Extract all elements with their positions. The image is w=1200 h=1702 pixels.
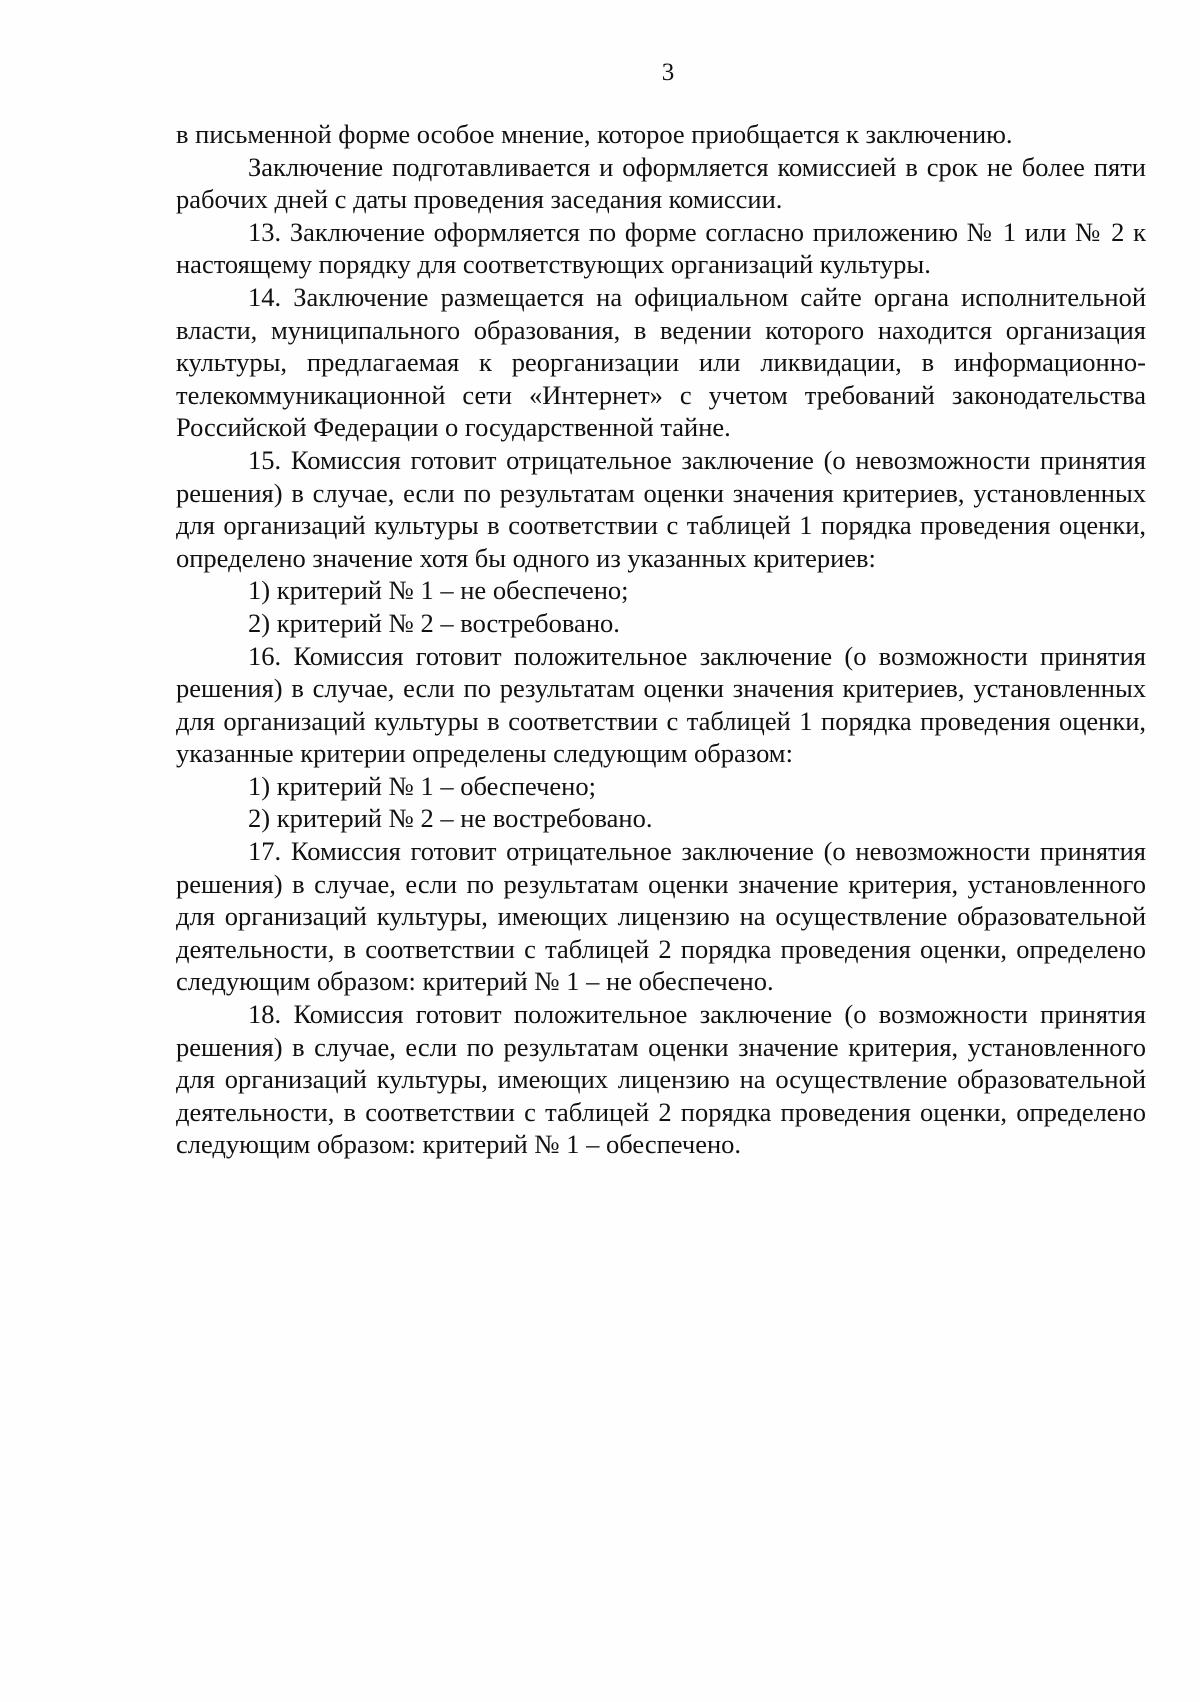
paragraph-conclusion-deadline: Заключение подготавливается и оформляется комиссией в срок не более пяти рабочих дней с даты проведения заседания комиссии. bbox=[176, 151, 1146, 215]
paragraph-16: 16. Комиссия готовит положительное заключение (о возможности принятия решения) в случае, если по результатам оценки значения критериев, установленных для организаций культуры в соответствии с таблицей 1 порядка проведения оценки, указанные критерии определены следующим образом: bbox=[176, 640, 1146, 769]
list-item-15-1: 1) критерий № 1 – не обеспечено; bbox=[248, 575, 629, 606]
paragraph-continuation: в письменной форме особое мнение, которое приобщается к заключению. bbox=[176, 119, 1013, 149]
list-item-16-1: 1) критерий № 1 – обеспечено; bbox=[248, 770, 596, 801]
page-number: 3 bbox=[661, 59, 675, 86]
paragraph-18: 18. Комиссия готовит положительное заключение (о возможности принятия решения) в случае, если по результатам оценки значение критерия, установленного для организаций культуры, имеющих лицензию на осуществление образовательной деятельности, в соответствии с таблицей 2 порядка проведения оценки, определено следующим образом: критерий № 1 – обеспечено. bbox=[176, 999, 1146, 1160]
document-body bbox=[176, 118, 1146, 1161]
list-item-15-2: 2) критерий № 2 – востребовано. bbox=[248, 607, 620, 638]
paragraph-14: 14. Заключение размещается на официальном сайте органа исполнительной власти, муниципального образования, в ведении которого находится организация культуры, предлагаемая к реорганизации или ликвидации, в информационно-телекоммуникационной сети «Интернет» с учетом требований законодательства Российской Федерации о государственной тайне. bbox=[176, 281, 1146, 443]
paragraph-17: 17. Комиссия готовит отрицательное заключение (о невозможности принятия решения) в случае, если по результатам оценки значение критерия, установленного для организаций культуры, имеющих лицензию на осуществление образовательной деятельности, в соответствии с таблицей 2 порядка проведения оценки, определено следующим образом: критерий № 1 – не обеспечено. bbox=[176, 836, 1146, 997]
list-item-16-2: 2) критерий № 2 – не востребовано. bbox=[248, 803, 653, 834]
paragraph-13: 13. Заключение оформляется по форме согласно приложению № 1 или № 2 к настоящему порядку для соответствующих организаций культуры. bbox=[176, 216, 1146, 280]
paragraph-15: 15. Комиссия готовит отрицательное заключение (о невозможности принятия решения) в случае, если по результатам оценки значения критериев, установленных для организаций культуры в соответствии с таблицей 1 порядка проведения оценки, определено значение хотя бы одного из указанных критериев: bbox=[176, 444, 1146, 573]
